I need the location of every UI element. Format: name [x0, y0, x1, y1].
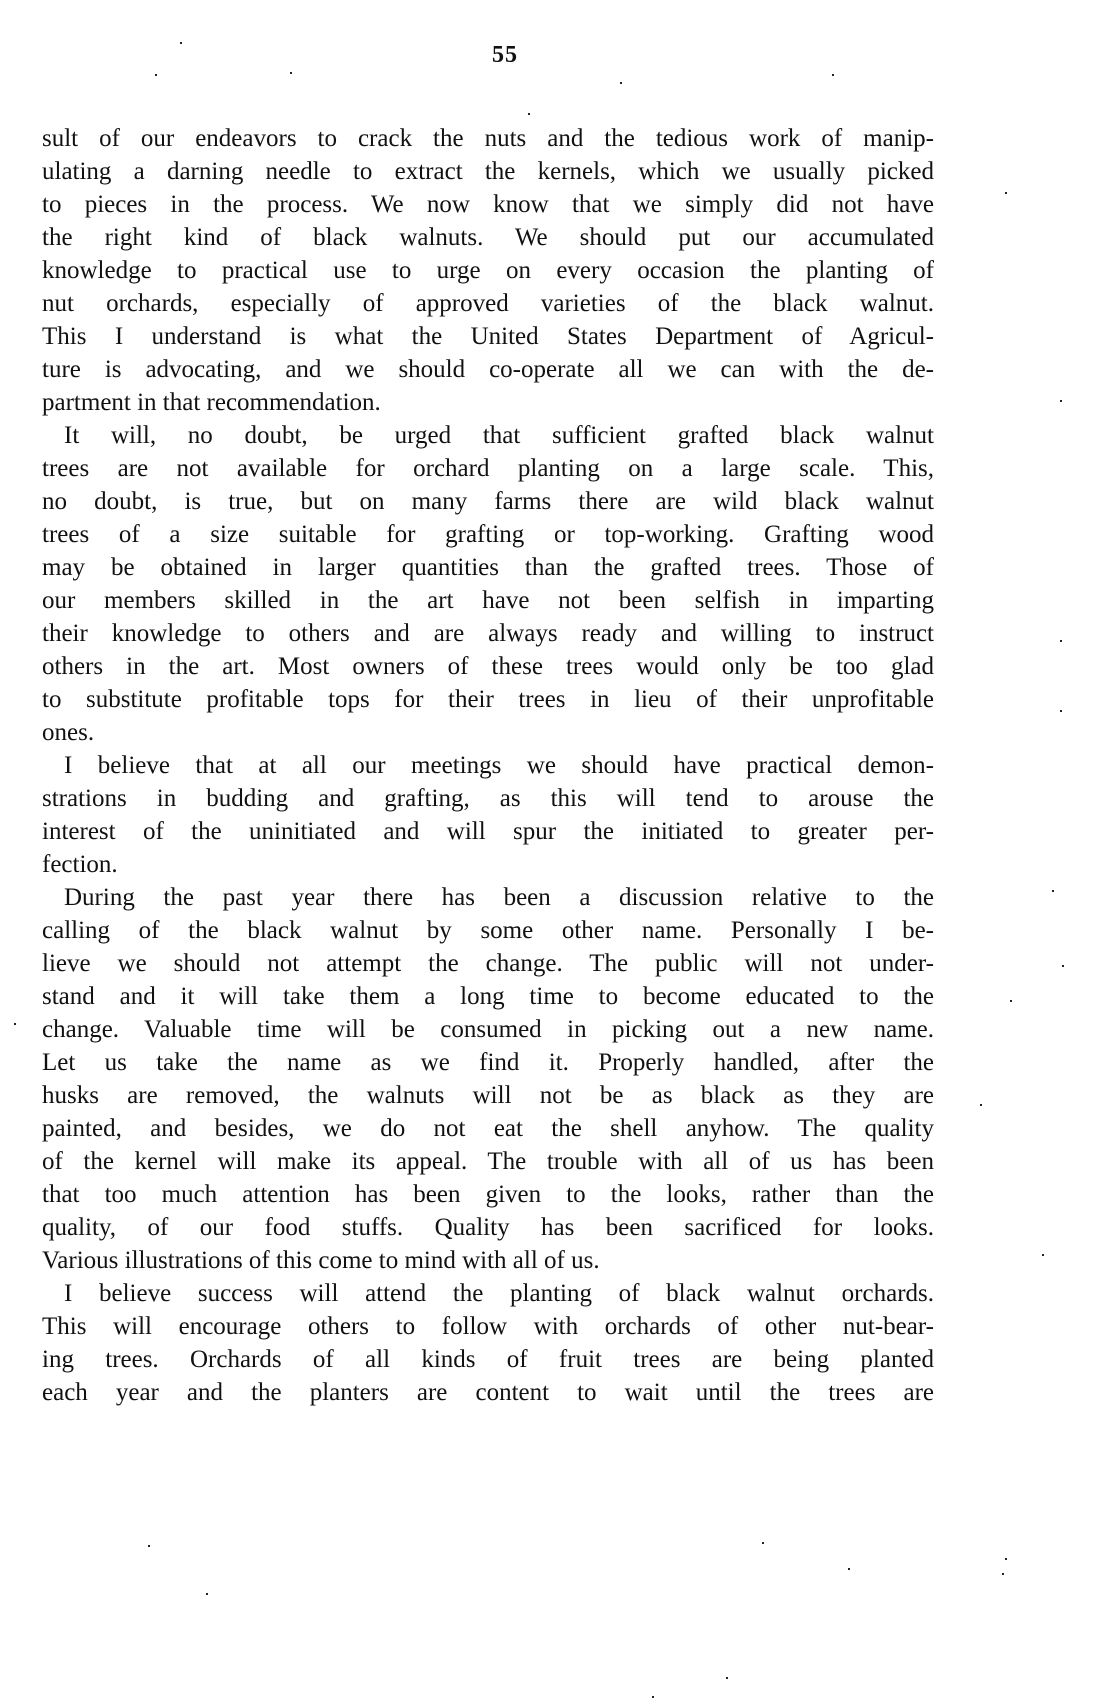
- scan-speck: [155, 74, 157, 76]
- scan-speck: [206, 1593, 208, 1595]
- scan-speck: [290, 72, 292, 74]
- paragraph-2: [42, 419, 934, 749]
- scan-speck: [1062, 965, 1064, 967]
- text-line: nut orchards, especially of approved varieties of the black walnut.: [42, 290, 934, 317]
- text-line: interest of the uninitiated and will spur the initiated to greater per-: [42, 818, 934, 845]
- text-line: Let us take the name as we find it. Properly handled, after the: [42, 1049, 934, 1076]
- paragraph-3: [42, 749, 934, 881]
- text-line: that too much attention has been given to the looks, rather than the: [42, 1181, 934, 1208]
- text-line: knowledge to practical use to urge on every occasion the planting of: [42, 257, 934, 284]
- text-line: may be obtained in larger quantities than the grafted trees. Those of: [42, 554, 934, 581]
- scan-speck: [762, 1542, 764, 1544]
- scan-speck: [980, 1104, 982, 1106]
- text-line: our members skilled in the art have not been selfish in imparting: [42, 587, 934, 614]
- text-line: to pieces in the process. We now know that we simply did not have: [42, 191, 934, 218]
- text-line: ing trees. Orchards of all kinds of fruit trees are being planted: [42, 1346, 934, 1373]
- body-text: [42, 122, 934, 1409]
- text-line: the right kind of black walnuts. We should put our accumulated: [42, 224, 934, 251]
- scan-speck: [1060, 640, 1062, 642]
- text-line: ture is advocating, and we should co-operate all we can with the de-: [42, 356, 934, 383]
- text-line: husks are removed, the walnuts will not be as black as they are: [42, 1082, 934, 1109]
- text-line: trees are not available for orchard planting on a large scale. This,: [42, 455, 934, 482]
- scan-speck: [1060, 400, 1062, 402]
- text-line: Various illustrations of this come to mind with all of us.: [42, 1247, 600, 1274]
- scan-speck: [1005, 192, 1007, 194]
- text-line: ones.: [42, 719, 95, 746]
- text-line: lieve we should not attempt the change. The public will not under-: [42, 950, 934, 977]
- text-line: of the kernel will make its appeal. The trouble with all of us has been: [42, 1148, 934, 1175]
- text-line: calling of the black walnut by some other name. Personally I be-: [42, 917, 934, 944]
- text-line: I believe that at all our meetings we should have practical demon-: [64, 752, 934, 779]
- text-line: fection.: [42, 851, 118, 878]
- paragraph-5: [42, 1277, 934, 1409]
- text-line: each year and the planters are content to wait until the trees are: [42, 1379, 934, 1406]
- page-number: 55: [492, 42, 518, 68]
- text-line: stand and it will take them a long time to become educated to the: [42, 983, 934, 1010]
- scan-speck: [652, 1696, 654, 1698]
- text-line: This will encourage others to follow with orchards of other nut-bear-: [42, 1313, 934, 1340]
- scan-speck: [1042, 1254, 1044, 1256]
- scan-speck: [1060, 710, 1062, 712]
- text-line: change. Valuable time will be consumed in picking out a new name.: [42, 1016, 934, 1043]
- scan-speck: [528, 113, 530, 115]
- scan-speck: [726, 1677, 728, 1679]
- scan-speck: [1052, 890, 1054, 892]
- scan-speck: [1005, 1558, 1007, 1560]
- paragraph-4: [42, 881, 934, 1277]
- text-line: This I understand is what the United States Department of Agricul-: [42, 323, 934, 350]
- scan-speck: [148, 1545, 150, 1547]
- text-line: their knowledge to others and are always ready and willing to instruct: [42, 620, 934, 647]
- scan-speck: [14, 1023, 16, 1025]
- scan-speck: [1002, 1573, 1004, 1575]
- scan-speck: [832, 74, 834, 76]
- scan-speck: [1010, 1000, 1012, 1002]
- paragraph-1: [42, 122, 934, 419]
- text-line: trees of a size suitable for grafting or top-working. Grafting wood: [42, 521, 934, 548]
- scan-speck: [620, 82, 622, 84]
- text-line: sult of our endeavors to crack the nuts and the tedious work of manip-: [42, 125, 934, 152]
- scan-speck: [848, 1568, 850, 1570]
- text-line: partment in that recommendation.: [42, 389, 381, 416]
- scan-speck: [180, 42, 182, 44]
- text-line: It will, no doubt, be urged that sufficient grafted black walnut: [64, 422, 934, 449]
- text-line: ulating a darning needle to extract the kernels, which we usually picked: [42, 158, 934, 185]
- text-line: quality, of our food stuffs. Quality has been sacrificed for looks.: [42, 1214, 934, 1241]
- text-line: others in the art. Most owners of these trees would only be too glad: [42, 653, 934, 680]
- text-line: painted, and besides, we do not eat the shell anyhow. The quality: [42, 1115, 934, 1142]
- text-line: no doubt, is true, but on many farms there are wild black walnut: [42, 488, 934, 515]
- text-line: I believe success will attend the planting of black walnut orchards.: [64, 1280, 934, 1307]
- text-line: to substitute profitable tops for their trees in lieu of their unprofitable: [42, 686, 934, 713]
- text-line: strations in budding and grafting, as this will tend to arouse the: [42, 785, 934, 812]
- text-line: During the past year there has been a discussion relative to the: [64, 884, 934, 911]
